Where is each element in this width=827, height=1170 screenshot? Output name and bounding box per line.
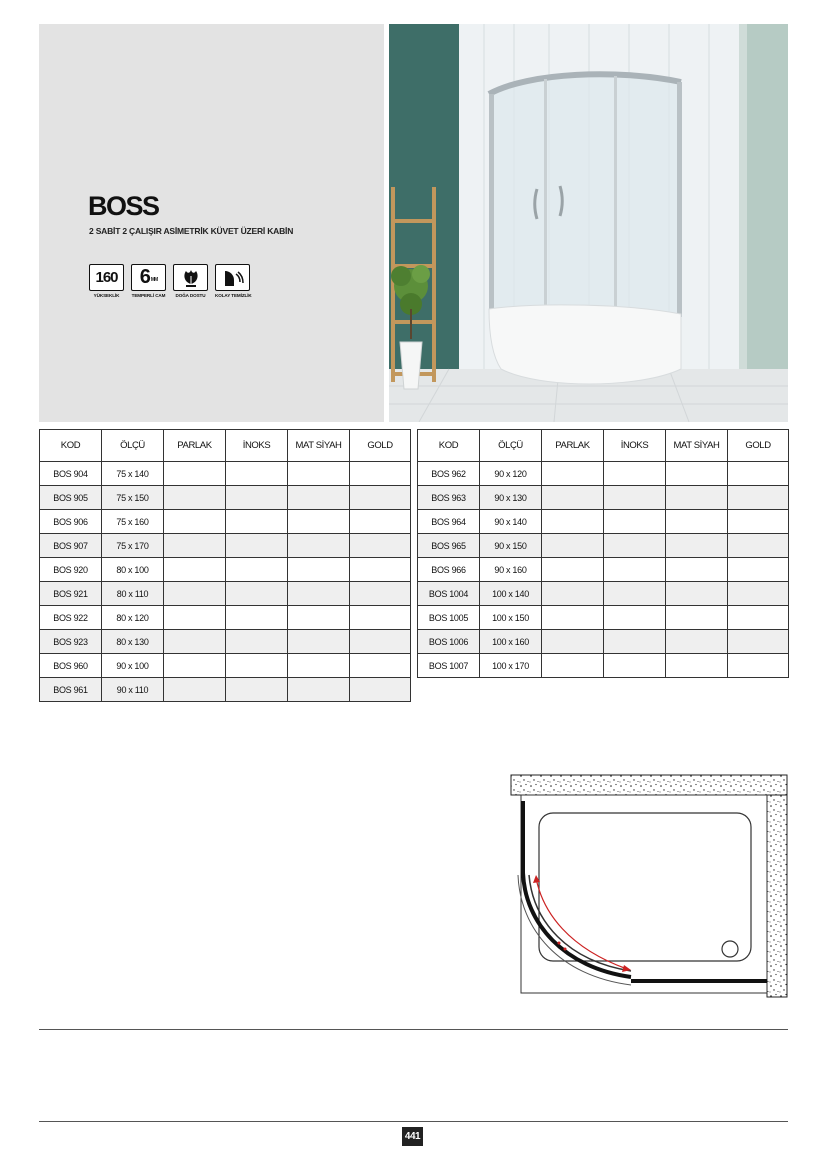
mat-siyah-cell <box>666 486 728 510</box>
inoks-cell <box>604 606 666 630</box>
mat-siyah-cell <box>666 558 728 582</box>
mat-siyah-cell <box>288 510 350 534</box>
inoks-cell <box>604 510 666 534</box>
mat-siyah-cell <box>666 654 728 678</box>
parlak-cell <box>542 558 604 582</box>
table-row <box>418 534 789 558</box>
mat-siyah-cell <box>288 630 350 654</box>
olcu-cell: 75 x 160 <box>102 510 164 534</box>
inoks-cell <box>604 462 666 486</box>
mat-siyah-cell <box>288 606 350 630</box>
mat-siyah-cell <box>288 582 350 606</box>
inoks-cell <box>226 582 288 606</box>
mat-siyah-cell <box>666 534 728 558</box>
product-title: BOSS <box>88 191 159 221</box>
parlak-cell <box>542 534 604 558</box>
inoks-cell <box>604 534 666 558</box>
parlak-cell <box>542 630 604 654</box>
header-parlak: PARLAK <box>164 430 226 462</box>
kod-cell: BOS 1006 <box>418 630 480 654</box>
parlak-cell <box>164 462 226 486</box>
parlak-cell <box>542 654 604 678</box>
kod-cell: BOS 922 <box>40 606 102 630</box>
table-body <box>40 462 411 702</box>
kod-cell: BOS 904 <box>40 462 102 486</box>
olcu-cell: 90 x 160 <box>480 558 542 582</box>
inoks-cell <box>226 534 288 558</box>
parlak-cell <box>164 606 226 630</box>
table-row <box>418 510 789 534</box>
feature-label: YÜKSEKLİK <box>93 293 120 298</box>
parlak-cell <box>542 582 604 606</box>
olcu-cell: 75 x 140 <box>102 462 164 486</box>
gold-cell <box>350 654 411 678</box>
page-number: 441 <box>402 1127 423 1146</box>
height-160-icon <box>89 264 124 291</box>
table-row <box>40 582 411 606</box>
olcu-cell: 90 x 140 <box>480 510 542 534</box>
gold-cell <box>350 558 411 582</box>
header-gold: GOLD <box>728 430 789 462</box>
gold-cell <box>728 606 789 630</box>
divider-line <box>39 1121 788 1122</box>
parlak-cell <box>164 678 226 702</box>
inoks-cell <box>226 462 288 486</box>
mat-siyah-cell <box>288 678 350 702</box>
header-kod: KOD <box>418 430 480 462</box>
inoks-cell <box>604 654 666 678</box>
parlak-cell <box>542 486 604 510</box>
olcu-cell: 80 x 120 <box>102 606 164 630</box>
inoks-cell <box>226 558 288 582</box>
product-subtitle: 2 SABİT 2 ÇALIŞIR ASİMETRİK KÜVET ÜZERİ KABİN <box>89 226 294 236</box>
gold-cell <box>728 486 789 510</box>
gold-cell <box>350 462 411 486</box>
kod-cell: BOS 1007 <box>418 654 480 678</box>
header-olcu: ÖLÇÜ <box>102 430 164 462</box>
parlak-cell <box>164 558 226 582</box>
mat-siyah-cell <box>288 462 350 486</box>
gold-cell <box>728 654 789 678</box>
olcu-cell: 90 x 120 <box>480 462 542 486</box>
table-header-row <box>40 430 411 462</box>
table-row <box>40 462 411 486</box>
gold-cell <box>728 630 789 654</box>
inoks-cell <box>226 606 288 630</box>
mat-siyah-cell <box>666 462 728 486</box>
gold-cell <box>728 582 789 606</box>
olcu-cell: 75 x 150 <box>102 486 164 510</box>
mat-siyah-cell <box>288 558 350 582</box>
table-row <box>40 486 411 510</box>
olcu-cell: 80 x 130 <box>102 630 164 654</box>
kod-cell: BOS 966 <box>418 558 480 582</box>
feature-icons <box>89 264 250 298</box>
table-row <box>40 558 411 582</box>
kod-cell: BOS 920 <box>40 558 102 582</box>
eco-leaf-icon <box>173 264 208 291</box>
mat-siyah-cell <box>666 582 728 606</box>
kod-cell: BOS 963 <box>418 486 480 510</box>
olcu-cell: 100 x 160 <box>480 630 542 654</box>
table-row <box>418 630 789 654</box>
parlak-cell <box>164 582 226 606</box>
floor-plan-diagram <box>509 773 789 999</box>
olcu-cell: 75 x 170 <box>102 534 164 558</box>
glass-6mm-icon <box>131 264 166 291</box>
gold-cell <box>350 582 411 606</box>
header-parlak: PARLAK <box>542 430 604 462</box>
mat-siyah-cell <box>666 606 728 630</box>
header-kod: KOD <box>40 430 102 462</box>
spec-table-right <box>417 429 789 678</box>
feature-label: DOĞA DOSTU <box>175 293 206 298</box>
kod-cell: BOS 962 <box>418 462 480 486</box>
product-photo <box>389 24 788 422</box>
table-row <box>418 654 789 678</box>
table-row <box>40 606 411 630</box>
gold-cell <box>350 486 411 510</box>
table-row <box>40 510 411 534</box>
easy-clean-icon <box>215 264 250 291</box>
inoks-cell <box>226 510 288 534</box>
feature-label: TEMPERLİ CAM <box>131 293 166 298</box>
olcu-cell: 80 x 110 <box>102 582 164 606</box>
table-row <box>418 558 789 582</box>
table-row <box>40 534 411 558</box>
gold-cell <box>728 462 789 486</box>
feature-eco <box>173 264 208 298</box>
gold-cell <box>350 510 411 534</box>
gold-cell <box>728 510 789 534</box>
olcu-cell: 80 x 100 <box>102 558 164 582</box>
header-gold: GOLD <box>350 430 411 462</box>
kod-cell: BOS 906 <box>40 510 102 534</box>
inoks-cell <box>604 486 666 510</box>
kod-cell: BOS 964 <box>418 510 480 534</box>
olcu-cell: 100 x 150 <box>480 606 542 630</box>
olcu-cell: 100 x 170 <box>480 654 542 678</box>
inoks-cell <box>604 558 666 582</box>
kod-cell: BOS 965 <box>418 534 480 558</box>
header-olcu: ÖLÇÜ <box>480 430 542 462</box>
table-row <box>418 606 789 630</box>
olcu-cell: 100 x 140 <box>480 582 542 606</box>
gold-cell <box>350 678 411 702</box>
gold-cell <box>728 534 789 558</box>
table-row <box>40 678 411 702</box>
mat-siyah-cell <box>288 654 350 678</box>
header-inoks: İNOKS <box>226 430 288 462</box>
table-header-row <box>418 430 789 462</box>
kod-cell: BOS 1005 <box>418 606 480 630</box>
parlak-cell <box>164 630 226 654</box>
table-row <box>40 654 411 678</box>
gold-cell <box>728 558 789 582</box>
olcu-cell: 90 x 150 <box>480 534 542 558</box>
mat-siyah-cell <box>666 630 728 654</box>
glass-unit: MM <box>150 277 158 283</box>
kod-cell: BOS 923 <box>40 630 102 654</box>
inoks-cell <box>604 582 666 606</box>
kod-cell: BOS 960 <box>40 654 102 678</box>
inoks-cell <box>226 630 288 654</box>
feature-height <box>89 264 124 298</box>
table-body <box>418 462 789 678</box>
kod-cell: BOS 921 <box>40 582 102 606</box>
olcu-cell: 90 x 130 <box>480 486 542 510</box>
gold-cell <box>350 534 411 558</box>
feature-clean <box>215 264 250 298</box>
mat-siyah-cell <box>288 534 350 558</box>
feature-glass <box>131 264 166 298</box>
inoks-cell <box>226 678 288 702</box>
inoks-cell <box>226 486 288 510</box>
parlak-cell <box>164 486 226 510</box>
table-row <box>418 582 789 606</box>
parlak-cell <box>542 606 604 630</box>
gold-cell <box>350 606 411 630</box>
kod-cell: BOS 907 <box>40 534 102 558</box>
divider-line <box>39 1029 788 1030</box>
parlak-cell <box>164 654 226 678</box>
feature-label: KOLAY TEMİZLİK <box>215 293 252 298</box>
inoks-cell <box>226 654 288 678</box>
gold-cell <box>350 630 411 654</box>
olcu-cell: 90 x 100 <box>102 654 164 678</box>
header-mat-siyah: MAT SİYAH <box>288 430 350 462</box>
parlak-cell <box>164 534 226 558</box>
parlak-cell <box>164 510 226 534</box>
table-row <box>418 462 789 486</box>
parlak-cell <box>542 510 604 534</box>
mat-siyah-cell <box>288 486 350 510</box>
glass-value: 6 <box>139 266 150 288</box>
hero-panel <box>39 24 384 422</box>
header-mat-siyah: MAT SİYAH <box>666 430 728 462</box>
height-value: 160 <box>95 269 118 286</box>
inoks-cell <box>604 630 666 654</box>
kod-cell: BOS 905 <box>40 486 102 510</box>
table-row <box>40 630 411 654</box>
mat-siyah-cell <box>666 510 728 534</box>
olcu-cell: 90 x 110 <box>102 678 164 702</box>
kod-cell: BOS 961 <box>40 678 102 702</box>
kod-cell: BOS 1004 <box>418 582 480 606</box>
header-inoks: İNOKS <box>604 430 666 462</box>
table-row <box>418 486 789 510</box>
parlak-cell <box>542 462 604 486</box>
spec-table-left <box>39 429 411 702</box>
